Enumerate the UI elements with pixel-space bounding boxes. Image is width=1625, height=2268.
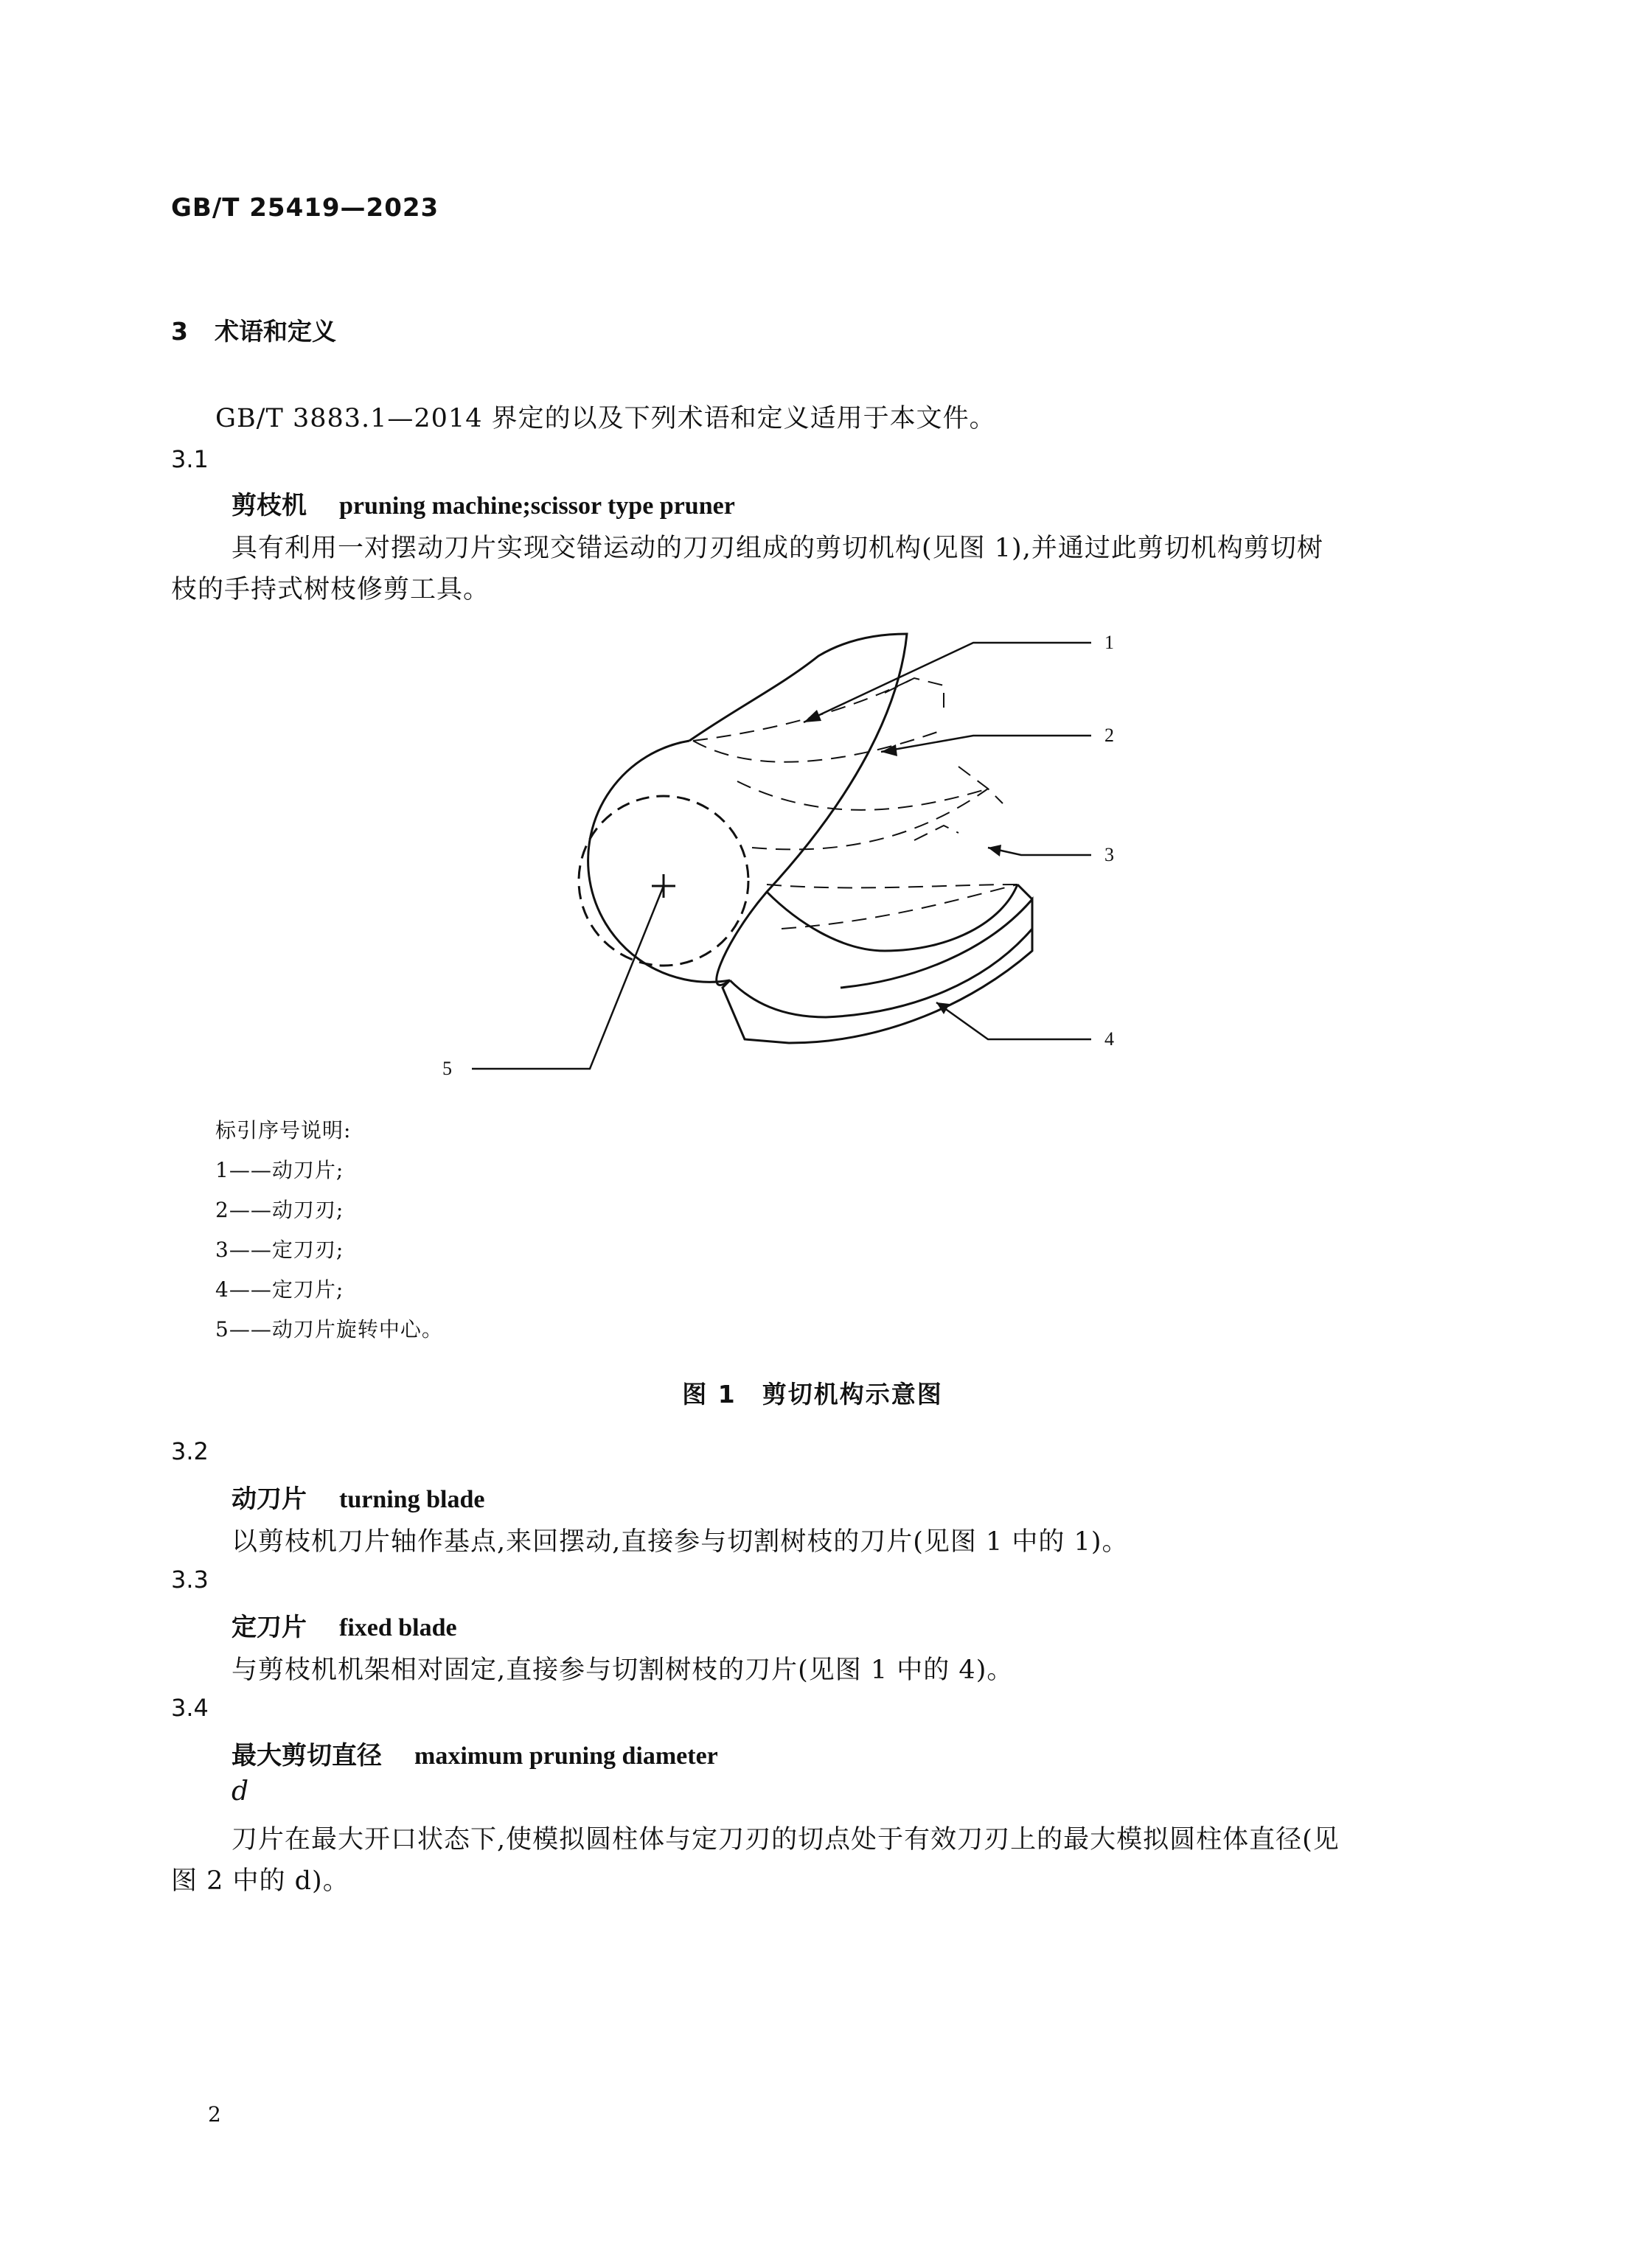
legend-item: 3——定刀刃; bbox=[215, 1238, 344, 1262]
leader-1 bbox=[804, 643, 1091, 722]
leader-2 bbox=[881, 736, 1091, 752]
term-3-3 bbox=[232, 1607, 457, 1643]
callout-2: 2 bbox=[1104, 725, 1114, 746]
arrow-3 bbox=[988, 845, 1001, 856]
term-en: turning blade bbox=[339, 1486, 485, 1513]
section-title: 术语和定义 bbox=[214, 317, 336, 346]
section-heading bbox=[171, 313, 336, 347]
section-number: 3 bbox=[171, 317, 188, 346]
leader-5 bbox=[472, 886, 664, 1069]
intro-paragraph: GB/T 3883.1—2014 界定的以及下列术语和定义适用于本文件。 bbox=[215, 404, 996, 433]
legend-item: 2——动刀刃; bbox=[215, 1198, 344, 1222]
term-en: fixed blade bbox=[339, 1614, 457, 1641]
page-number: 2 bbox=[208, 2102, 222, 2126]
shear-mechanism-figure bbox=[442, 604, 1135, 1091]
callout-1: 1 bbox=[1104, 632, 1114, 653]
term-3-4 bbox=[232, 1735, 718, 1771]
arrow-1 bbox=[804, 710, 821, 722]
legend-title: 标引序号说明: bbox=[215, 1118, 352, 1142]
term-number-3-3: 3.3 bbox=[171, 1566, 209, 1594]
definition-3-1-line1: 具有利用一对摆动刀片实现交错运动的刀刃组成的剪切机构(见图 1),并通过此剪切机构剪切树 bbox=[232, 534, 1323, 563]
definition-3-2: 以剪枝机刀片轴作基点,来回摆动,直接参与切割树枝的刀片(见图 1 中的 1)。 bbox=[232, 1527, 1129, 1557]
term-zh: 定刀片 bbox=[232, 1613, 307, 1642]
term-symbol: d bbox=[232, 1776, 249, 1807]
legend-item: 1——动刀片; bbox=[215, 1158, 344, 1182]
definition-3-4-line1: 刀片在最大开口状态下,使模拟圆柱体与定刀刃的切点处于有效刀刃上的最大模拟圆柱体直径(见 bbox=[232, 1825, 1340, 1854]
turning-blade-outline bbox=[689, 634, 907, 985]
arrow-4 bbox=[936, 1002, 950, 1014]
callout-3: 3 bbox=[1104, 844, 1114, 865]
term-zh: 动刀片 bbox=[232, 1484, 307, 1514]
term-number-3-1: 3.1 bbox=[171, 445, 209, 473]
legend-item: 5——动刀片旋转中心。 bbox=[215, 1317, 443, 1341]
term-3-2 bbox=[232, 1479, 484, 1515]
figure-caption: 图 1 剪切机构示意图 bbox=[682, 1380, 943, 1409]
term-zh: 最大剪切直径 bbox=[232, 1741, 382, 1770]
definition-3-4-line2: 图 2 中的 d)。 bbox=[171, 1866, 349, 1896]
callout-4: 4 bbox=[1104, 1028, 1114, 1050]
term-number-3-4: 3.4 bbox=[171, 1694, 209, 1722]
definition-3-3: 与剪枝机机架相对固定,直接参与切割树枝的刀片(见图 1 中的 4)。 bbox=[232, 1655, 1014, 1685]
callout-5: 5 bbox=[442, 1058, 452, 1079]
term-zh: 剪枝机 bbox=[232, 491, 307, 520]
leader-3 bbox=[988, 848, 1091, 855]
term-en: maximum pruning diameter bbox=[414, 1742, 718, 1770]
standard-number: GB/T 25419—2023 bbox=[171, 193, 439, 223]
leader-4 bbox=[936, 1002, 1091, 1039]
term-en: pruning machine;scissor type pruner bbox=[339, 492, 735, 520]
definition-3-1-line2: 枝的手持式树枝修剪工具。 bbox=[171, 575, 490, 604]
term-number-3-2: 3.2 bbox=[171, 1437, 209, 1465]
fixed-blade-edge bbox=[723, 929, 1032, 1043]
term-3-1 bbox=[232, 485, 735, 521]
legend-item: 4——定刀片; bbox=[215, 1277, 344, 1302]
